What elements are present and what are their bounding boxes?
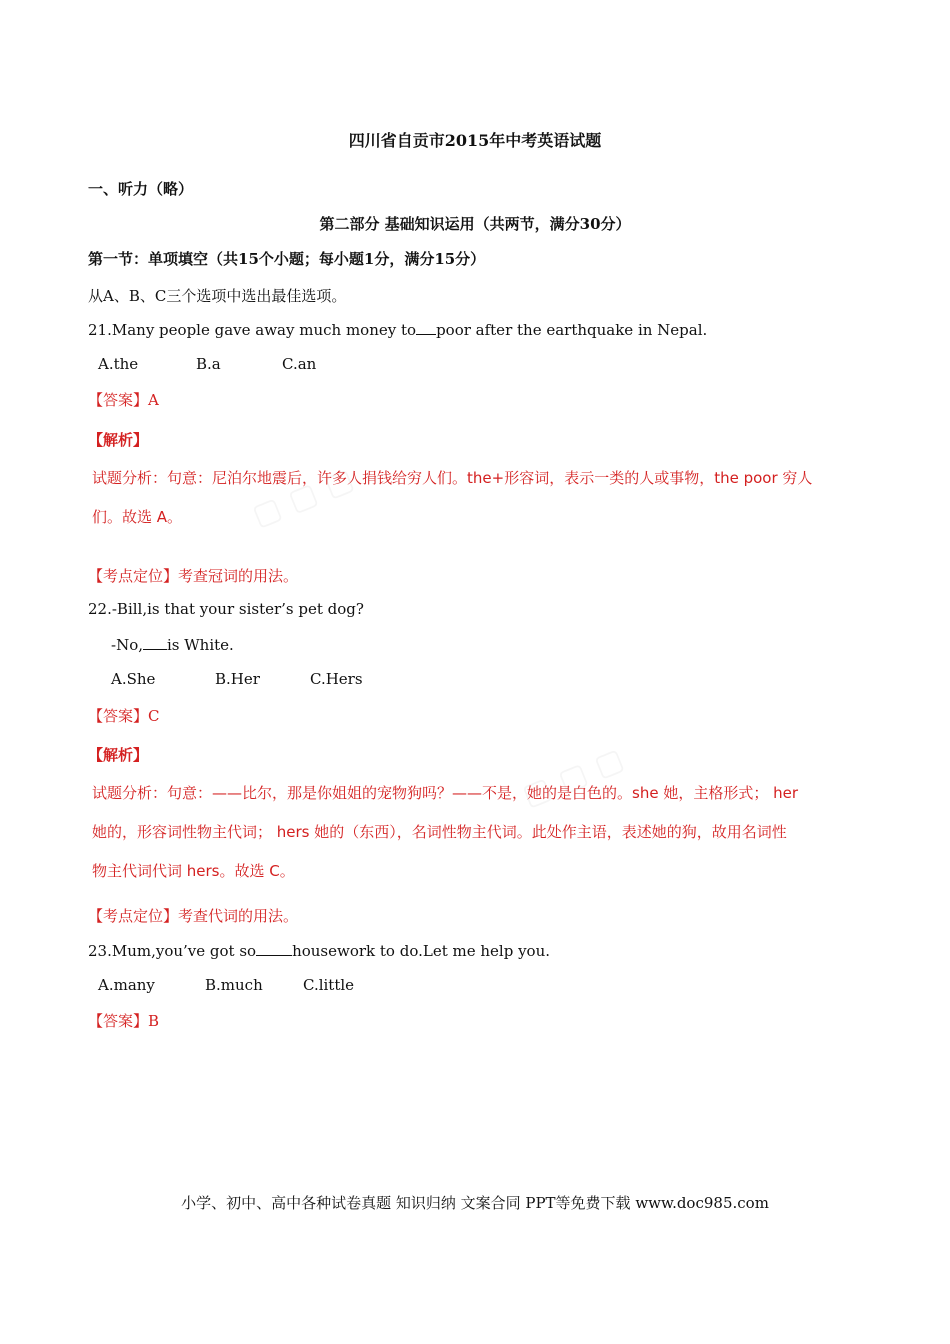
page-footer: 小学、初中、高中各种试卷真题 知识归纳 文案合同 PPT等免费下载 www.doc985.com	[181, 1194, 769, 1212]
question-21-point: 【考点定位】考查冠词的用法。	[88, 567, 299, 585]
question-22-options	[111, 670, 363, 688]
part2-heading: 第二部分 基础知识运用（共两节，满分30分）	[319, 215, 631, 233]
question-23-stem-part1: 23.Mum,you’ve got so	[88, 942, 257, 960]
option-c: C.little	[303, 976, 355, 994]
question-21-answer: 【答案】A	[88, 391, 159, 409]
answer-blank	[416, 320, 436, 335]
question-22-stem: 22.-Bill,is that your sister’s pet dog?	[88, 600, 364, 618]
instruction-text: 从A、B、C三个选项中选出最佳选项。	[88, 287, 347, 305]
option-b: B.a	[196, 355, 221, 373]
watermark: ▢ ▢ ▢	[517, 741, 629, 814]
question-21-analysis-line2: 们。故选 A。	[92, 508, 183, 526]
question-22-stem2-part1: -No,	[111, 636, 143, 654]
question-21-options	[98, 355, 316, 373]
question-22-analysis-line2: 她的，形容词性物主代词； hers 她的（东西），名词性物主代词。此处作主语，表述她的狗，故用名词性	[92, 823, 787, 841]
part1-heading: 一、听力（略）	[88, 180, 194, 198]
option-a: A.She	[111, 670, 156, 688]
question-22-analysis-line3: 物主代词代词 hers。故选 C。	[92, 862, 295, 880]
question-21-analysis-line1: 试题分析：句意：尼泊尔地震后，许多人捐钱给穷人们。the+形容词，表示一类的人或事物，the poor 穷人	[92, 469, 813, 487]
watermark: ▢ ▢ ▢	[247, 461, 359, 534]
question-22-stem2	[111, 635, 234, 654]
page-title: 四川省自贡市2015年中考英语试题	[348, 131, 602, 150]
section1-heading: 第一节：单项填空（共15个小题；每小题1分，满分15分）	[88, 250, 486, 268]
question-22-point: 【考点定位】考查代词的用法。	[88, 907, 299, 925]
question-21-stem-part1: 21.Many people gave away much money to	[88, 321, 417, 339]
option-c: C.Hers	[310, 670, 363, 688]
question-22-stem2-part2: is White.	[167, 636, 234, 654]
answer-blank	[256, 941, 292, 956]
option-b: B.Her	[215, 670, 260, 688]
question-21-stem	[88, 320, 707, 339]
question-23-options	[98, 976, 354, 994]
option-a: A.the	[98, 355, 139, 373]
question-22-analysis-label: 【解析】	[88, 746, 149, 764]
question-22-analysis-line1: 试题分析：句意：——比尔，那是你姐姐的宠物狗吗？——不是，她的是白色的。she 她，主格形式； her	[92, 784, 798, 802]
option-b: B.much	[205, 976, 263, 994]
question-22-answer: 【答案】C	[88, 707, 160, 725]
option-a: A.many	[98, 976, 155, 994]
question-23-answer: 【答案】B	[88, 1012, 160, 1030]
question-21-stem-part2: poor after the earthquake in Nepal.	[436, 321, 708, 339]
option-c: C.an	[282, 355, 317, 373]
question-21-analysis-label: 【解析】	[88, 431, 149, 449]
question-23-stem-part2: housework to do.Let me help you.	[292, 942, 551, 960]
question-23-stem	[88, 941, 550, 960]
answer-blank	[143, 635, 167, 650]
